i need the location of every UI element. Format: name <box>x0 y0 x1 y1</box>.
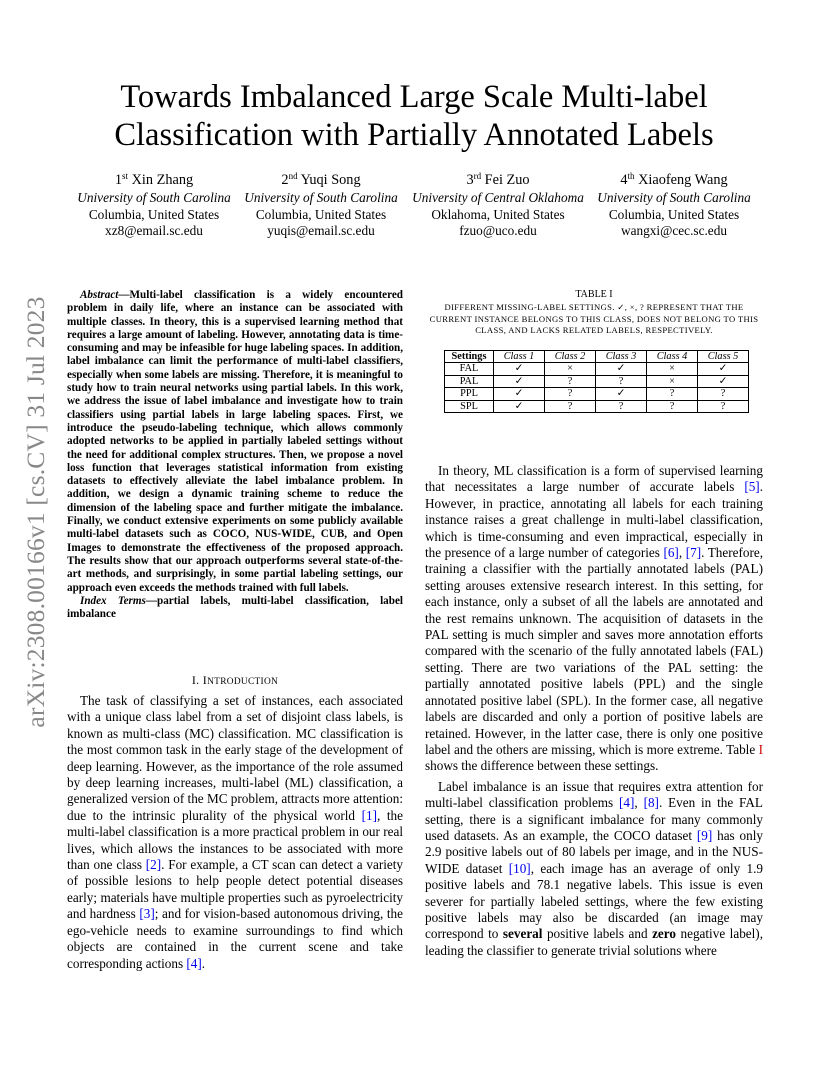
table-cell: ✓ <box>494 363 545 375</box>
intro-paragraph <box>67 693 403 972</box>
citation-link[interactable]: [8] <box>643 795 659 811</box>
text-run: Label imbalance is an issue that requires extra attention for multi-label classification problems <box>425 778 763 811</box>
text-run: shows the difference between these settings. <box>425 758 659 774</box>
text-run: . However, in practice, annotating all labels for each training instance raises a great challenge in multi-label classification, which is time-consuming and even impractical, especially in the presence of a large number of categories <box>425 479 763 561</box>
author-name: Xiaofeng Wang <box>638 172 728 188</box>
paper-title <box>60 78 768 154</box>
citation-link[interactable]: [9] <box>696 827 713 843</box>
author-location: Columbia, United States <box>608 206 740 222</box>
text-run: . <box>201 955 206 971</box>
author-block-2 <box>231 171 411 240</box>
table-cell: ? <box>596 400 647 412</box>
author-location: Columbia, United States <box>255 206 387 222</box>
citation-link[interactable]: [4] <box>186 955 202 971</box>
table-row <box>445 375 749 387</box>
citation-link[interactable]: [2] <box>145 857 162 873</box>
table-row <box>445 363 749 375</box>
author-name: Fei Zuo <box>484 172 530 188</box>
author-email[interactable]: fzuo@uco.edu <box>459 223 537 239</box>
table-header-cell: Class 3 <box>596 351 647 363</box>
table-row <box>445 400 749 412</box>
table-cell: ✓ <box>494 388 545 400</box>
table-row-header: SPL <box>445 400 494 412</box>
table-cell: ? <box>698 388 749 400</box>
table-row <box>445 388 749 400</box>
table-cell: ✓ <box>494 375 545 387</box>
author-affiliation: University of Central Oklahoma <box>412 190 584 205</box>
table-cell: ? <box>545 388 596 400</box>
table-header-cell: Settings <box>445 351 494 363</box>
text-run: , each image has an average of only 1.9 positive labels and 78.1 negative labels. This issue is even severer for partially labeled settings, where the few existing positive labels may also be discarded (an image may correspond to <box>425 860 764 942</box>
author-ordinal-suffix: nd <box>288 171 298 181</box>
citation-link[interactable]: [5] <box>744 479 760 495</box>
section-heading-introduction <box>67 673 403 688</box>
abstract-lead: Abstract <box>80 289 119 301</box>
table-cell: ? <box>545 375 596 387</box>
table-header-cell: Class 4 <box>647 351 698 363</box>
table-cell: × <box>647 375 698 387</box>
abstract <box>67 289 403 621</box>
intro-paragraph <box>425 463 763 775</box>
table-cell: ✓ <box>494 400 545 412</box>
author-name: Xin Zhang <box>131 172 194 188</box>
author-ordinal: 1 <box>114 172 122 188</box>
author-affiliation: University of South Carolina <box>597 190 751 205</box>
index-terms-lead: Index Terms <box>80 594 146 607</box>
citation-link[interactable]: [1] <box>361 807 377 823</box>
table-cell: ✓ <box>596 363 647 375</box>
author-ordinal: 2 <box>281 172 289 188</box>
author-ordinal: 4 <box>620 172 628 188</box>
text-run: negative label), leading the classifier to generate trivial solutions where <box>425 926 763 958</box>
table-caption <box>425 289 763 337</box>
table-cell: × <box>545 363 596 375</box>
text-run: , <box>634 795 644 811</box>
author-email[interactable]: wangxi@cec.sc.edu <box>620 223 728 239</box>
section-title-rest: NTRODUCTION <box>207 677 279 687</box>
citation-link[interactable]: [7] <box>685 545 702 561</box>
intro-left-column <box>67 693 403 972</box>
author-block-1 <box>64 171 244 240</box>
index-terms-text: —partial labels, multi-label classification, label imbalance <box>67 594 403 621</box>
text-run: The task of classifying a set of instances, each associated with a unique class label from a set of disjoint class labels, is known as multi-class (MC) classification. MC classification is the most common task in the early stage of the development of deep learning. However, as the importance of the role assumed by deep learning increases, multi-label (ML) classification, a generalized version of the MC problem, attracts more attention: due to the intrinsic plurality of the physical world <box>67 693 403 823</box>
title-line-1: Towards Imbalanced Large Scale Multi-label <box>120 79 708 115</box>
missing-label-settings-table <box>444 350 749 413</box>
intro-paragraph <box>425 779 763 959</box>
table-cell: ? <box>545 400 596 412</box>
table-cell: ? <box>596 375 647 387</box>
table-row-header: FAL <box>445 363 494 375</box>
table-caption-text: DIFFERENT MISSING-LABEL SETTINGS. ✓, ×, ? REPRESENT THAT THE CURRENT INSTANCE BELONGS TO THIS CLASS, DOES NOT BELONG TO THIS CLASS, AND LACKS RELATED LABELS, RESPECTIVELY. <box>429 301 759 336</box>
text-run: . Therefore, training a classifier with the partially annotated labels (PAL) setting arouses extensive research interest. In this setting, for each instance, only a subset of all the labels are annotated and the rest remains unknown. The acquisition of datasets in the PAL setting is much simpler and saves more annotation efforts compared with the scenario of the fully annotated labels (FAL) setting. There are two variations of the PAL setting: the partially annotated positive labels (PPL) and the single annotated positive label (SPL). In the former case, all negative labels are discarded and only a portion of positive labels are retained. However, in the latter case, there is only one positive label and the others are missing, which is more extreme. Table <box>425 545 763 757</box>
author-affiliation: University of South Carolina <box>77 190 231 205</box>
table-cell: ✓ <box>698 363 749 375</box>
author-email[interactable]: xz8@email.sc.edu <box>105 223 203 239</box>
author-affiliation: University of South Carolina <box>244 190 398 205</box>
author-ordinal-suffix: st <box>122 171 129 181</box>
title-line-2: Classification with Partially Annotated Labels <box>114 117 714 153</box>
section-first-letter: I <box>202 673 208 687</box>
table-cell: ? <box>698 400 749 412</box>
citation-link[interactable]: [3] <box>139 906 155 922</box>
author-ordinal-suffix: th <box>627 171 635 181</box>
text-run: has only 2.9 positive labels out of 80 labels per image, and in the NUS-WIDE dataset <box>425 827 763 876</box>
arxiv-identifier-text: arXiv:2308.00166v1 [cs.CV] 31 Jul 2023 <box>21 296 50 728</box>
text-run: , <box>678 545 686 561</box>
text-run: ; and for vision-based autonomous driving, the ego-vehicle needs to examine surroundings to find which objects are contained in the current scene and take corresponding actions <box>67 906 404 971</box>
table-cell: ✓ <box>596 388 647 400</box>
table-header-cell: Class 1 <box>494 351 545 363</box>
text-run: . Even in the FAL setting, there is a significant imbalance for many commonly used datasets. As an example, the COCO dataset <box>425 795 763 843</box>
text-run: positive labels and <box>542 926 653 942</box>
table-row-header: PAL <box>445 375 494 387</box>
citation-link[interactable]: [10] <box>508 860 531 876</box>
table-row-header: PPL <box>445 388 494 400</box>
author-name: Yuqi Song <box>300 172 361 188</box>
intro-right-column <box>425 463 763 959</box>
text-run: , the multi-label classification is a more practical problem in our real lives, which allows the instances to be associated with more than one class <box>67 807 403 873</box>
author-location: Oklahoma, United States <box>431 206 565 222</box>
author-ordinal: 3 <box>466 172 474 188</box>
author-block-3 <box>408 171 588 240</box>
table-cell: ? <box>647 400 698 412</box>
citation-link[interactable]: [6] <box>663 545 679 561</box>
section-number: I. <box>191 673 203 687</box>
table-label: TABLE I <box>575 289 613 300</box>
table-header-row <box>445 351 749 363</box>
emphasis-text: several <box>502 926 543 942</box>
author-email[interactable]: yuqis@email.sc.edu <box>267 223 375 239</box>
table-cell: ✓ <box>698 375 749 387</box>
emphasis-text: zero <box>652 926 676 942</box>
text-run: In theory, ML classification is a form of supervised learning that necessitates a large number of accurate labels <box>425 463 763 495</box>
table-reference-link[interactable]: I <box>758 741 763 757</box>
index-terms-paragraph <box>67 595 403 622</box>
table-header-cell: Class 2 <box>545 351 596 363</box>
table-cell: ? <box>647 388 698 400</box>
abstract-text: —Multi-label classification is a widely encountered problem in daily life, where an instance can be associated with multiple classes. In theory, this is a supervised learning method that requires a large amount of labeling. However, annotating data is time-consuming and may be infeasible for huge labeling spaces. In addition, label imbalance can limit the performance of multi-label classifiers, especially when some labels are missing. Therefore, it is meaningful to study how to train neural networks using partial labels. In this work, we address the issue of label imbalance and investigate how to train classifiers using partial labels in large labeling spaces. First, we introduce the pseudo-labeling technique, which allows commonly adopted networks to be applied in partially labeled settings without the need for additional complex structures. Then, we propose a novel loss function that leverages statistical information from existing datasets to effectively alleviate the label imbalance problem. In addition, we design a dynamic training scheme to reduce the dimension of the labeling space and further mitigate the imbalance. Finally, we conduct extensive experiments on some publicly available multi-label datasets such as COCO, NUS-WIDE, CUB, and Open Images to demonstrate the effectiveness of the proposed approach. The results show that our approach outperforms several state-of-the-art methods, and surprisingly, in some partial labeling settings, our approach even exceeds the methods trained with full labels. <box>67 289 403 594</box>
author-location: Columbia, United States <box>88 206 220 222</box>
abstract-paragraph <box>67 289 403 595</box>
author-ordinal-suffix: rd <box>473 171 482 181</box>
table-header-cell: Class 5 <box>698 351 749 363</box>
table-cell: × <box>647 363 698 375</box>
citation-link[interactable]: [4] <box>619 795 635 811</box>
text-run: . For example, a CT scan can detect a variety of possible lesions to help people detect potential diseases early; materials have multiple properties such as pyroelectricity and hardness <box>67 857 403 922</box>
arxiv-identifier-stamp <box>22 294 50 730</box>
author-block-4 <box>584 171 764 240</box>
